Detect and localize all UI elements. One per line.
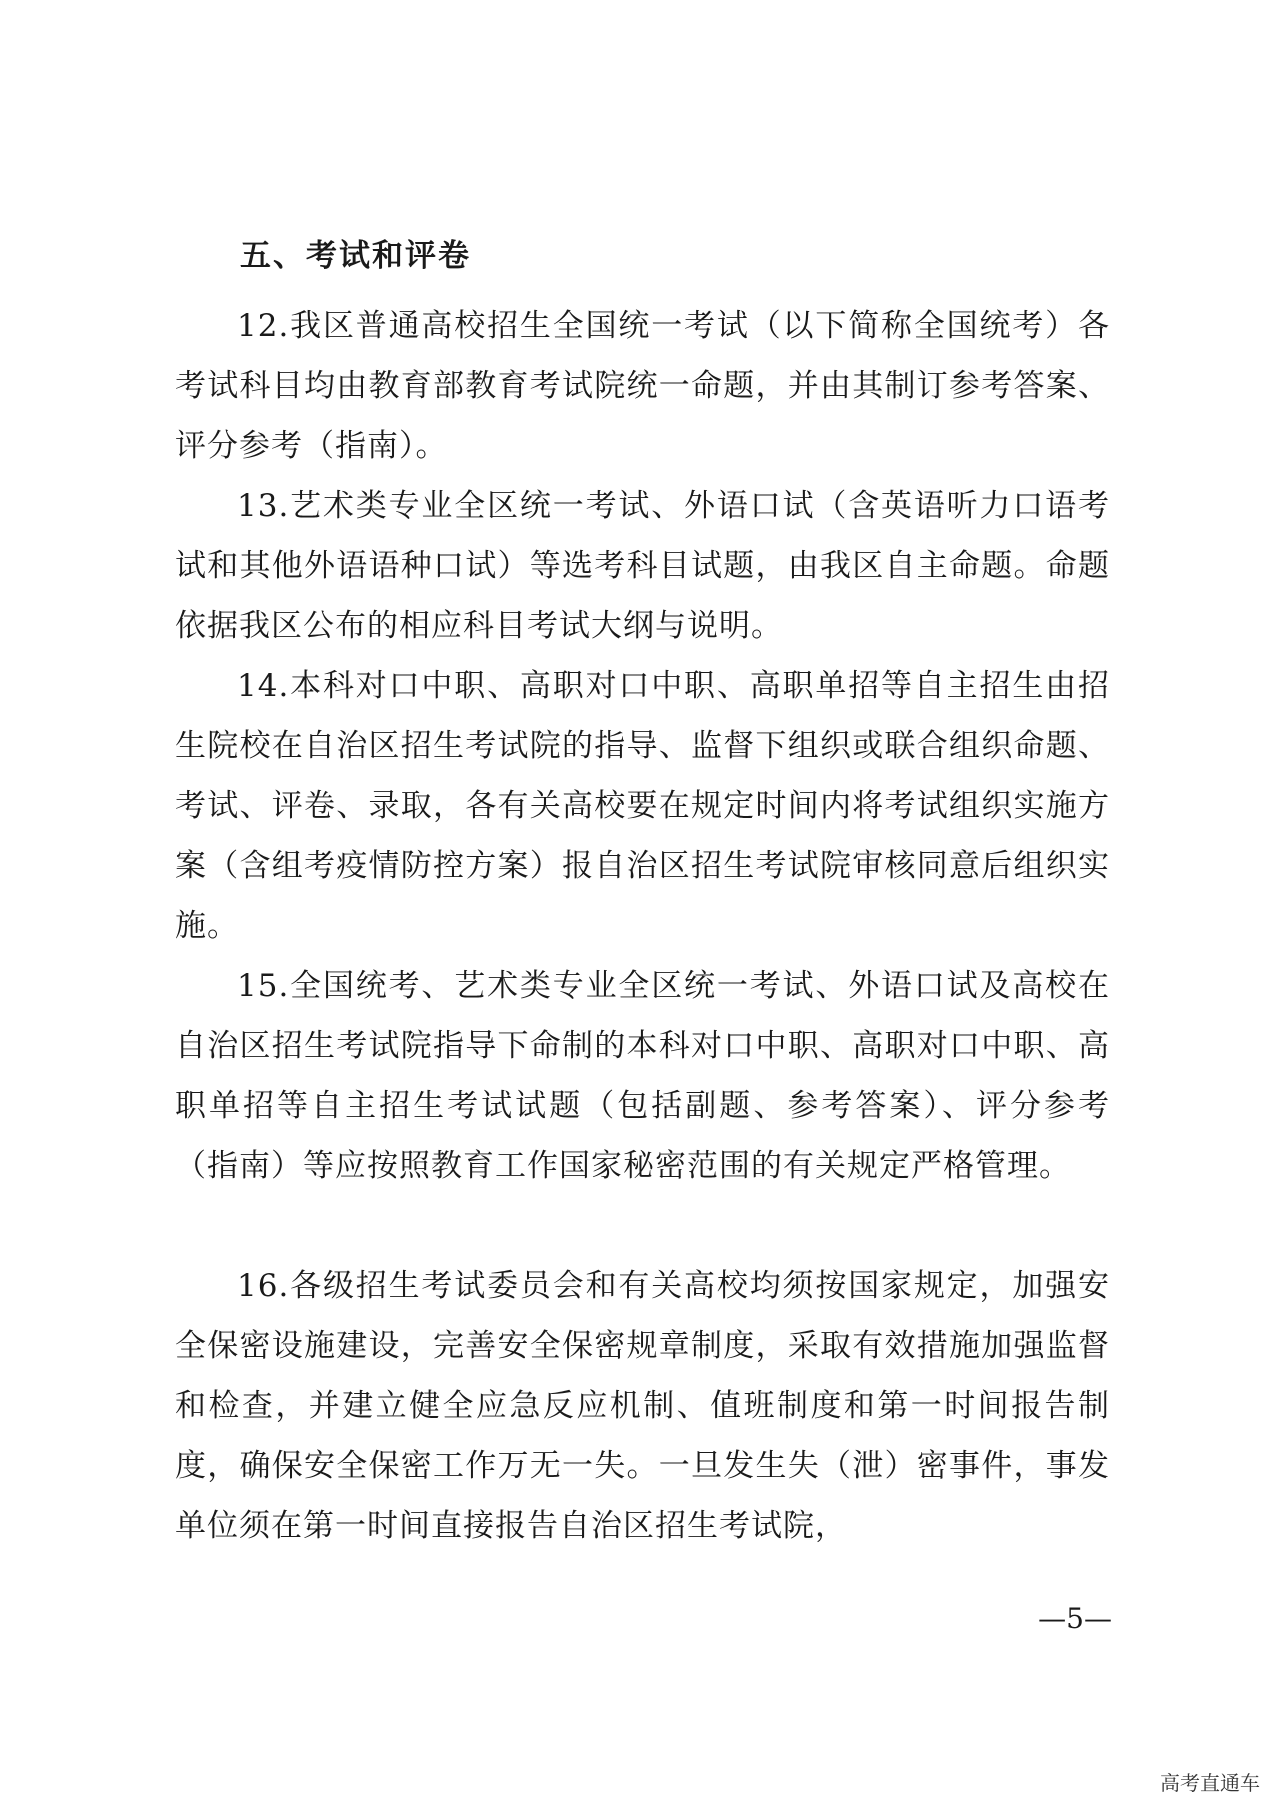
paragraph-item-14: 14.本科对口中职、高职对口中职、高职单招等自主招生由招生院校在自治区招生考试院的指导、监督下组织或联合组织命题、考试、评卷、录取，各有关高校要在规定时间内将考试组织实施方案（含组考疫情防控方案）报自治区招生考试院审核同意后组织实施。 bbox=[175, 668, 1110, 944]
watermark-text: 高考直通车 bbox=[1160, 1771, 1260, 1795]
paragraph-item-16: 16.各级招生考试委员会和有关高校均须按国家规定，加强安全保密设施建设，完善安全保密规章制度，采取有效措施加强监督和检查，并建立健全应急反应机制、值班制度和第一时间报告制度，确保安全保密工作万无一失。一旦发生失（泄）密事件，事发单位须在第一时间直接报告自治区招生考试院， bbox=[175, 1268, 1110, 1544]
paragraph-item-12: 12.我区普通高校招生全国统一考试（以下简称全国统考）各考试科目均由教育部教育考试院统一命题，并由其制订参考答案、评分参考（指南）。 bbox=[175, 308, 1110, 464]
page-number: —5— bbox=[1038, 1602, 1112, 1635]
paragraph-item-15: 15.全国统考、艺术类专业全区统一考试、外语口试及高校在自治区招生考试院指导下命制的本科对口中职、高职对口中职、高职单招等自主招生考试试题（包括副题、参考答案）、评分参考（指南）等应按照教育工作国家秘密范围的有关规定严格管理。 bbox=[175, 968, 1110, 1184]
paragraph-item-13: 13.艺术类专业全区统一考试、外语口试（含英语听力口语考试和其他外语语种口试）等选考科目试题，由我区自主命题。命题依据我区公布的相应科目考试大纲与说明。 bbox=[175, 488, 1110, 644]
section-heading: 五、考试和评卷 bbox=[240, 238, 471, 274]
